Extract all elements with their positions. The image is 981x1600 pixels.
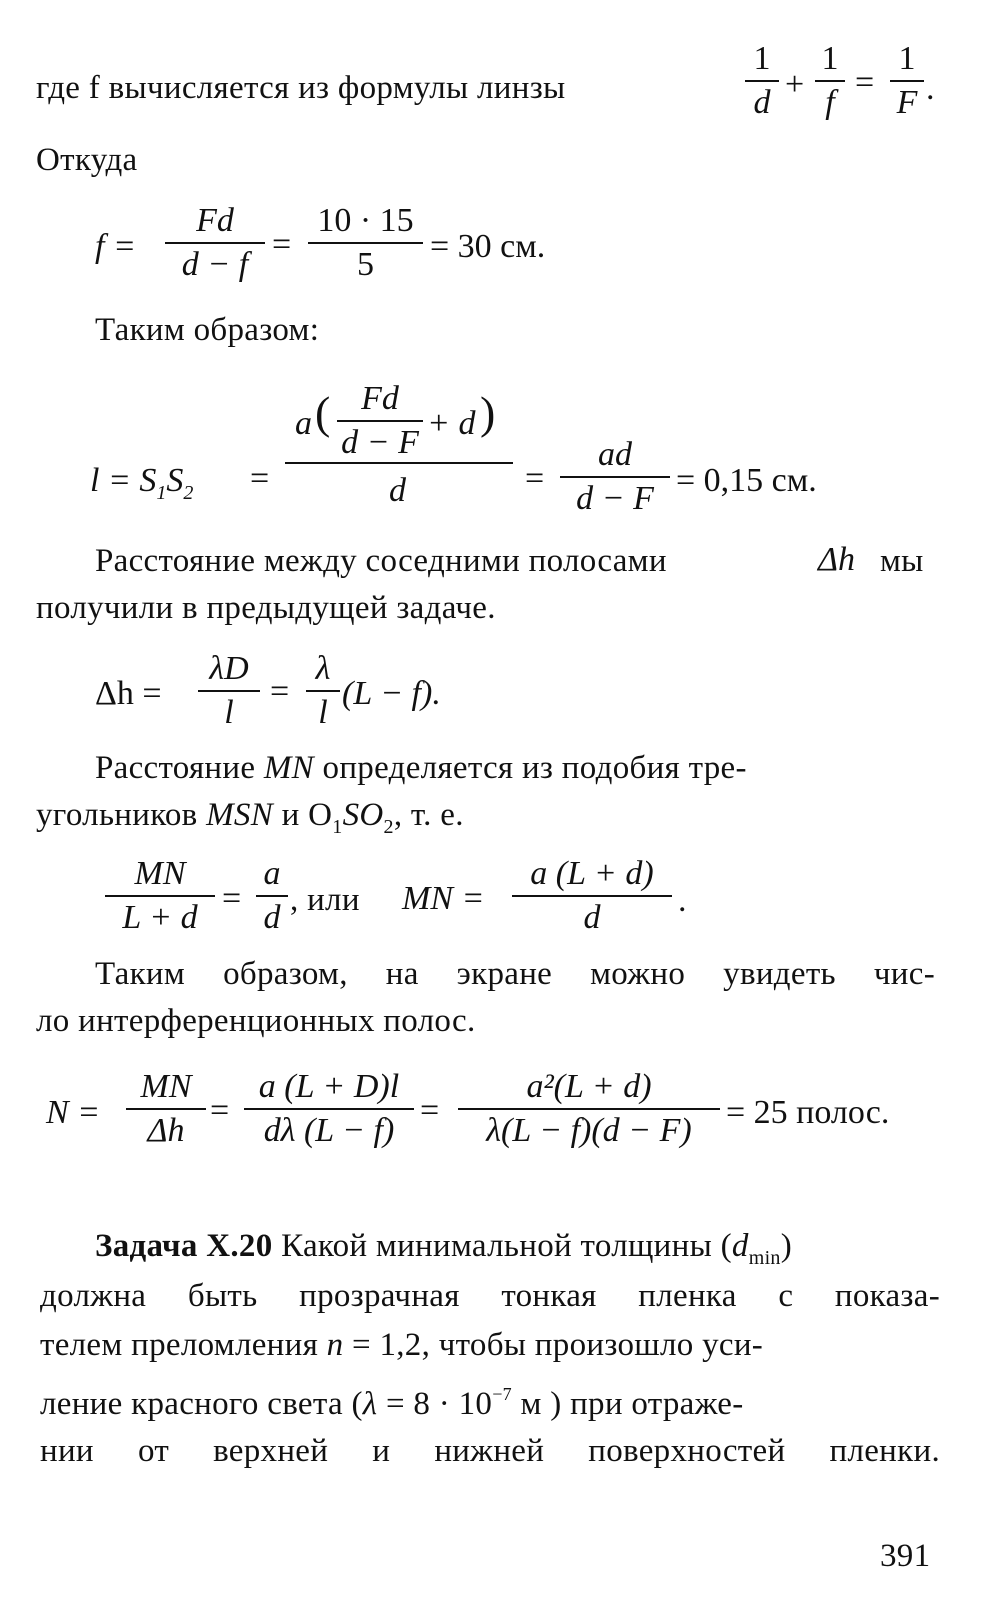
equals: = [210,1092,230,1129]
equals: = [272,226,292,263]
equals: = [222,880,242,917]
mn-frac-1: MN L + d [105,855,215,937]
mn-lhs2: MN = [402,880,485,917]
l-frac-2: ad d − F [560,436,670,518]
n-result: = 25 полос. [726,1094,890,1131]
equals: = [855,64,875,101]
lens-frac-2: 1 f [815,40,845,122]
n-frac-3: a²(L + d) λ(L − f)(d − F) [458,1068,720,1150]
text-line: Таким образом, на экране можно увидеть чис- [95,956,935,992]
mn-frac-3: a (L + d) d [512,855,672,937]
f-lhs: f = [95,228,136,265]
f-frac-2: 10 · 15 5 [308,202,423,284]
equals: = [525,460,545,497]
problem-line: Задача X.20 Какой минимальной толщины $(d_{min})$ [95,1228,793,1269]
n-frac-2: a (L + D)l dλ (L − f) [244,1068,414,1150]
delta-h: Δh [818,541,855,578]
text-line: телем преломления n = 1,2, чтобы произошло уси- [40,1327,764,1363]
text-line: угольников MSN и $O_1SO_2$, т. е. [36,797,464,838]
l-result: = 0,15 см. [676,462,817,499]
dh-lhs: Δh = [95,675,162,712]
text-line: получили в предыдущей задаче. [36,590,496,626]
text-line: ление красного света ($\lambda = 8 \cdot 10^{-7}$ м ) при отраже- [40,1384,744,1422]
dh-frac-1: λD l [198,650,260,732]
n-lhs: N = [46,1094,101,1131]
plus: + [785,66,805,103]
text-line: мы [880,543,924,579]
dh-tail: (L − f). [342,675,441,712]
text-line: Откуда [36,142,138,178]
page-number: 391 [880,1538,931,1574]
text-line: Расстояние между соседними полосами [95,543,667,579]
period: . [678,882,687,919]
dh-frac-2: λ l [306,650,340,732]
mn-frac-2: a d [256,855,288,937]
f-frac-1: Fd d − f [165,202,265,284]
period: . [926,70,935,107]
n-frac-1: MN Δh [126,1068,206,1150]
lens-frac-3: 1 F [890,40,924,122]
f-result: = 30 см. [430,228,546,265]
text-line: должна быть прозрачная тонкая пленка с показа- [40,1278,940,1314]
text-line: Расстояние MN определяется из подобия тре- [95,750,747,786]
equals: = [250,460,270,497]
lens-frac-1: 1 d [745,40,779,122]
equals: = [270,673,290,710]
equals: = [420,1092,440,1129]
text-or: , или [290,882,360,918]
problem-label: Задача X.20 [95,1228,273,1264]
text-line: ло интерференционных полос. [36,1003,476,1039]
text-line: нии от верхней и нижней поверхностей пленки. [40,1433,940,1469]
l-lhs: $l = S_1S_2$ [90,462,194,504]
text-line: где f вычисляется из формулы линзы [36,70,566,106]
l-big-fraction: a ( Fd d − F + d ) d [285,380,515,520]
text-line: Таким образом: [95,312,320,348]
inner-frac: Fd d − F [337,380,423,462]
